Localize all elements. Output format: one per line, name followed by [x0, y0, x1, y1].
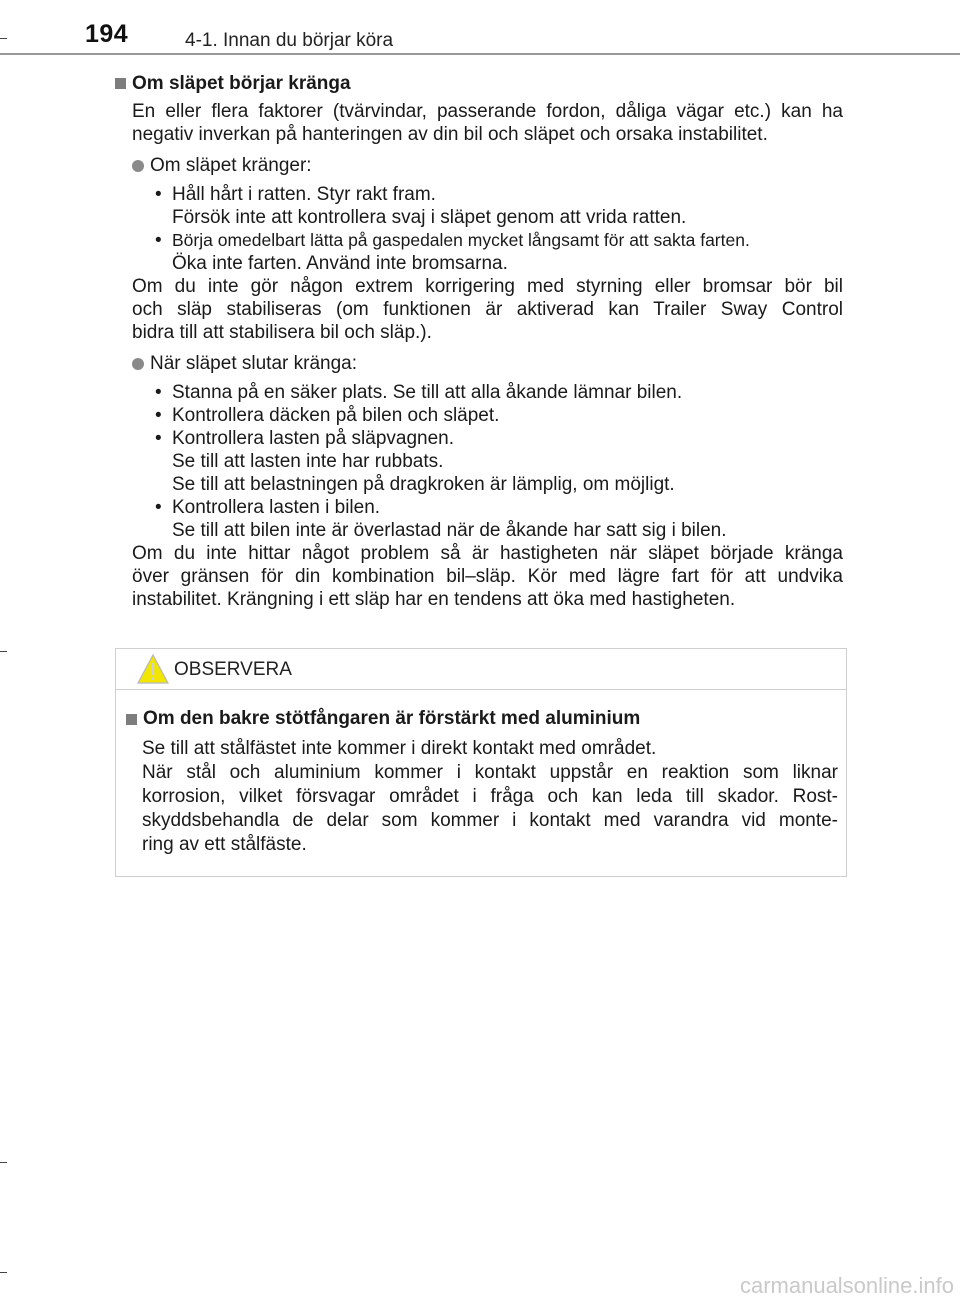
subsection-heading	[132, 352, 843, 375]
subsection-heading-text: När släpet slutar kränga:	[150, 353, 357, 374]
text-line: Öka inte farten. Använd inte bromsarna.	[172, 253, 508, 274]
list-item	[152, 496, 843, 542]
text-line: Se till att bilen inte är överlastad när de åkande har satt sig i bilen.	[172, 520, 727, 541]
subsection-heading-text: Om släpet kränger:	[150, 155, 312, 176]
text-line: Kontrollera däcken på bilen och släpet.	[172, 405, 500, 426]
list-item	[152, 427, 843, 496]
bullet-list	[152, 381, 843, 542]
warning-triangle-icon	[136, 653, 170, 685]
page-number: 194	[85, 20, 129, 48]
list-item	[152, 381, 843, 404]
bullet-icon: •	[155, 428, 162, 449]
main-content	[115, 72, 843, 619]
square-icon	[126, 714, 137, 725]
watermark: carmanualsonline.info	[739, 1273, 954, 1298]
crop-mark	[0, 1162, 7, 1163]
text-line: och släp stabiliseras (om funktionen är aktiverad kan Trailer Sway Control	[132, 299, 843, 320]
text-line: Om du inte gör någon extrem korrigering med styrning eller bromsar bör bil	[132, 276, 843, 297]
text-line: Se till att lasten inte har rubbats.	[172, 451, 444, 472]
circle-icon	[132, 358, 144, 370]
text-line: Se till att stålfästet inte kommer i direkt kontakt med området.	[142, 738, 657, 759]
crop-mark	[0, 651, 7, 652]
circle-icon	[132, 160, 144, 172]
notice-title: OBSERVERA	[174, 659, 292, 680]
after-paragraph	[132, 275, 843, 344]
notice-paragraph	[142, 737, 838, 857]
page-header	[0, 0, 960, 56]
text-line: Håll hårt i ratten. Styr rakt fram.	[172, 184, 436, 205]
text-line: negativ inverkan på hanteringen av din bil och släpet och orsaka instabilitet.	[132, 124, 768, 145]
section-heading-text: Om släpet börjar kränga	[132, 73, 351, 94]
subsection-heading	[132, 154, 843, 177]
after-paragraph	[132, 542, 843, 611]
text-line: Om du inte hittar något problem så är hastigheten när släpet började kränga	[132, 543, 843, 564]
text-line: Se till att belastningen på dragkroken är lämplig, om möjligt.	[172, 474, 675, 495]
bullet-list	[152, 183, 843, 275]
notice-heading	[126, 707, 838, 731]
text-line: instabilitet. Krängning i ett släp har en tendens att öka med hastigheten.	[132, 589, 736, 610]
notice-header	[116, 649, 846, 690]
intro-paragraph	[132, 100, 843, 146]
crop-mark	[0, 1272, 7, 1273]
bullet-icon: •	[155, 382, 162, 403]
text-line: Stanna på en säker plats. Se till att alla åkande lämnar bilen.	[172, 382, 683, 403]
bullet-icon: •	[155, 497, 162, 518]
text-line: Börja omedelbart lätta på gaspedalen mycket långsamt för att sakta farten.	[172, 230, 750, 250]
header-rule	[0, 53, 960, 55]
text-line: När stål och aluminium kommer i kontakt uppstår en reaktion som liknar	[142, 762, 838, 783]
bullet-icon: •	[155, 230, 162, 251]
list-item	[152, 183, 843, 229]
text-line: Kontrollera lasten i bilen.	[172, 497, 381, 518]
text-line: ring av ett stålfäste.	[142, 834, 307, 855]
list-item	[152, 229, 843, 275]
section-heading	[115, 72, 843, 95]
text-line: över gränsen för din kombination bil–släp. Kör med lägre fart för att undvika	[132, 566, 843, 587]
notice-body	[126, 707, 838, 857]
text-line: skyddsbehandla de delar som kommer i kontakt med varandra vid monte-	[142, 810, 838, 831]
text-line: korrosion, vilket försvagar området i fråga och kan leda till skador. Rost-	[142, 786, 838, 807]
square-icon	[115, 78, 126, 89]
text-line: Försök inte att kontrollera svaj i släpet genom att vrida ratten.	[172, 207, 687, 228]
notice-box	[115, 648, 847, 877]
text-line: En eller flera faktorer (tvärvindar, passerande fordon, dåliga vägar etc.) kan ha	[132, 101, 843, 122]
chapter-title: 4-1. Innan du börjar köra	[185, 30, 394, 51]
text-line: bidra till att stabilisera bil och släp.).	[132, 322, 432, 343]
notice-heading-text: Om den bakre stötfångaren är förstärkt med aluminium	[143, 708, 641, 729]
bullet-icon: •	[155, 184, 162, 205]
list-item	[152, 404, 843, 427]
text-line: Kontrollera lasten på släpvagnen.	[172, 428, 455, 449]
bullet-icon: •	[155, 405, 162, 426]
